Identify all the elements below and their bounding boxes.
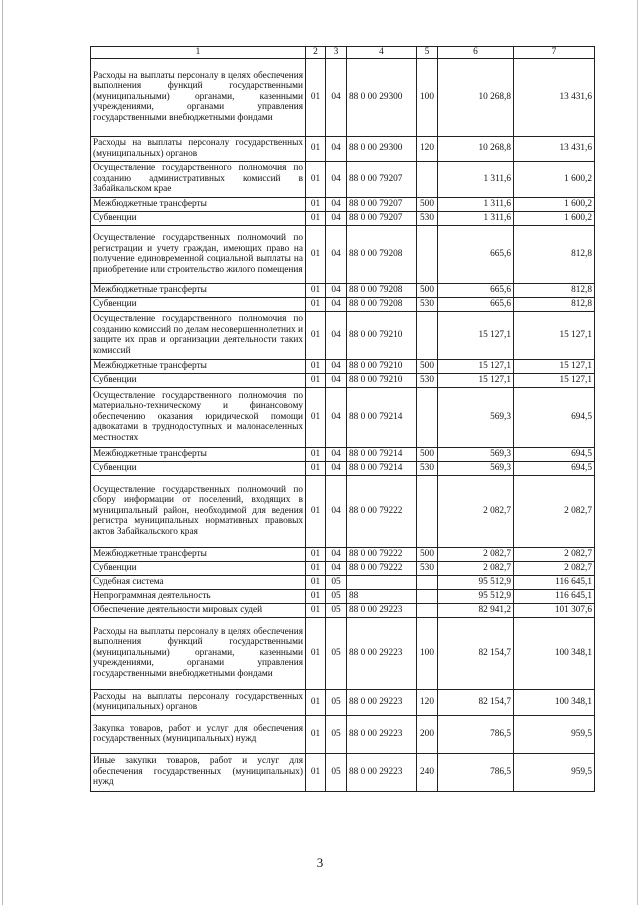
row-section-cell: 01 <box>306 547 326 561</box>
row-amount-year1-cell: 786,5 <box>438 715 514 753</box>
row-subsection-cell: 04 <box>326 283 347 297</box>
row-expense-type-cell: 530 <box>417 211 438 225</box>
table-row <box>91 475 595 547</box>
row-name-cell: Субвенции <box>91 297 306 311</box>
row-name-cell: Межбюджетные трансферты <box>91 197 306 211</box>
row-section-cell: 01 <box>306 283 326 297</box>
row-expense-type-cell <box>417 311 438 359</box>
row-name-cell: Судебная система <box>91 575 306 589</box>
table-row <box>91 617 595 689</box>
row-amount-year1-cell: 15 127,1 <box>438 359 514 373</box>
row-section-cell: 01 <box>306 589 326 603</box>
row-target-article-cell: 88 0 00 29223 <box>347 753 417 791</box>
row-subsection-cell: 04 <box>326 447 347 461</box>
row-expense-type-cell: 500 <box>417 359 438 373</box>
row-amount-year1-cell: 2 082,7 <box>438 547 514 561</box>
row-expense-type-cell <box>417 589 438 603</box>
row-amount-year2-cell: 959,5 <box>514 715 595 753</box>
budget-table-body <box>91 47 595 792</box>
table-row <box>91 373 595 387</box>
scan-edge-left <box>2 0 3 905</box>
row-amount-year2-cell: 101 307,6 <box>514 603 595 617</box>
row-target-article-cell: 88 0 00 79222 <box>347 547 417 561</box>
table-row <box>91 387 595 447</box>
header-cell-4: 4 <box>347 47 417 59</box>
row-target-article-cell: 88 0 00 79207 <box>347 211 417 225</box>
table-row <box>91 589 595 603</box>
row-amount-year2-cell: 2 082,7 <box>514 561 595 575</box>
row-section-cell: 01 <box>306 225 326 283</box>
table-row <box>91 161 595 197</box>
row-target-article-cell: 88 0 00 29223 <box>347 617 417 689</box>
row-expense-type-cell: 530 <box>417 561 438 575</box>
row-name-cell: Расходы на выплаты персоналу в целях обеспечения выполнения функций государственными (муниципальными) органами, казенными учреждениями, органами управления государственными внебюджетными фондами <box>91 58 306 136</box>
row-target-article-cell: 88 0 00 79214 <box>347 447 417 461</box>
row-name-cell: Осуществление государственных полномочий по регистрации и учету граждан, имеющих право на получение единовременной социальной выплаты на приобретение или строительство жилого помещения <box>91 225 306 283</box>
row-subsection-cell: 04 <box>326 561 347 575</box>
row-expense-type-cell: 530 <box>417 373 438 387</box>
row-amount-year1-cell: 82 154,7 <box>438 617 514 689</box>
row-name-cell: Субвенции <box>91 561 306 575</box>
row-subsection-cell: 04 <box>326 461 347 475</box>
row-expense-type-cell: 200 <box>417 715 438 753</box>
table-row <box>91 297 595 311</box>
row-name-cell: Расходы на выплаты персоналу в целях обеспечения выполнения функций государственными (муниципальными) органами, казенными учреждениями, органами управления государственными внебюджетными фондами <box>91 617 306 689</box>
row-expense-type-cell <box>417 161 438 197</box>
row-amount-year2-cell: 15 127,1 <box>514 311 595 359</box>
row-section-cell: 01 <box>306 753 326 791</box>
row-amount-year2-cell: 116 645,1 <box>514 589 595 603</box>
row-subsection-cell: 05 <box>326 589 347 603</box>
row-expense-type-cell <box>417 603 438 617</box>
row-amount-year2-cell: 694,5 <box>514 447 595 461</box>
row-expense-type-cell <box>417 475 438 547</box>
row-name-cell: Межбюджетные трансферты <box>91 547 306 561</box>
row-amount-year2-cell: 13 431,6 <box>514 136 595 161</box>
table-row <box>91 359 595 373</box>
row-name-cell: Межбюджетные трансферты <box>91 359 306 373</box>
row-amount-year1-cell: 665,6 <box>438 297 514 311</box>
row-subsection-cell: 05 <box>326 715 347 753</box>
row-amount-year1-cell: 569,3 <box>438 387 514 447</box>
row-section-cell: 01 <box>306 297 326 311</box>
row-target-article-cell: 88 0 00 79222 <box>347 475 417 547</box>
header-cell-7: 7 <box>514 47 595 59</box>
row-subsection-cell: 04 <box>326 311 347 359</box>
row-amount-year1-cell: 786,5 <box>438 753 514 791</box>
row-name-cell: Субвенции <box>91 373 306 387</box>
table-row <box>91 58 595 136</box>
row-section-cell: 01 <box>306 197 326 211</box>
row-expense-type-cell: 120 <box>417 689 438 715</box>
table-row <box>91 225 595 283</box>
row-amount-year2-cell: 100 348,1 <box>514 689 595 715</box>
row-amount-year2-cell: 1 600,2 <box>514 197 595 211</box>
row-amount-year1-cell: 10 268,8 <box>438 136 514 161</box>
row-target-article-cell <box>347 575 417 589</box>
row-name-cell: Межбюджетные трансферты <box>91 283 306 297</box>
row-amount-year1-cell: 665,6 <box>438 283 514 297</box>
row-amount-year2-cell: 812,8 <box>514 297 595 311</box>
row-subsection-cell: 04 <box>326 475 347 547</box>
row-amount-year1-cell: 95 512,9 <box>438 575 514 589</box>
row-section-cell: 01 <box>306 58 326 136</box>
row-amount-year1-cell: 82 154,7 <box>438 689 514 715</box>
row-name-cell: Иные закупки товаров, работ и услуг для обеспечения государственных (муниципальных) нужд <box>91 753 306 791</box>
row-amount-year2-cell: 15 127,1 <box>514 359 595 373</box>
row-section-cell: 01 <box>306 475 326 547</box>
row-expense-type-cell <box>417 387 438 447</box>
row-target-article-cell: 88 0 00 79208 <box>347 225 417 283</box>
row-section-cell: 01 <box>306 447 326 461</box>
row-name-cell: Расходы на выплаты персоналу государственных (муниципальных) органов <box>91 689 306 715</box>
row-subsection-cell: 05 <box>326 689 347 715</box>
row-name-cell: Обеспечение деятельности мировых судей <box>91 603 306 617</box>
row-section-cell: 01 <box>306 373 326 387</box>
table-row <box>91 211 595 225</box>
row-amount-year2-cell: 959,5 <box>514 753 595 791</box>
row-amount-year1-cell: 569,3 <box>438 461 514 475</box>
row-target-article-cell: 88 0 00 79210 <box>347 359 417 373</box>
header-cell-1: 1 <box>91 47 306 59</box>
row-name-cell: Осуществление государственного полномочия по материально-техническому и финансовому обеспечению оказания юридической помощи адвокатами в труднодоступных и малонаселенных местностях <box>91 387 306 447</box>
row-subsection-cell: 04 <box>326 197 347 211</box>
row-amount-year1-cell: 10 268,8 <box>438 58 514 136</box>
row-name-cell: Осуществление государственного полномочия по созданию административных комиссий в Забайкальском крае <box>91 161 306 197</box>
row-expense-type-cell: 100 <box>417 617 438 689</box>
row-amount-year2-cell: 694,5 <box>514 387 595 447</box>
table-row <box>91 461 595 475</box>
row-subsection-cell: 04 <box>326 297 347 311</box>
row-target-article-cell: 88 0 00 29223 <box>347 603 417 617</box>
row-expense-type-cell <box>417 575 438 589</box>
row-amount-year2-cell: 100 348,1 <box>514 617 595 689</box>
row-amount-year2-cell: 694,5 <box>514 461 595 475</box>
row-expense-type-cell: 500 <box>417 447 438 461</box>
row-name-cell: Субвенции <box>91 211 306 225</box>
row-subsection-cell: 05 <box>326 753 347 791</box>
row-target-article-cell: 88 0 00 79214 <box>347 461 417 475</box>
table-row <box>91 197 595 211</box>
row-section-cell: 01 <box>306 617 326 689</box>
page-number: 3 <box>316 855 324 870</box>
table-row <box>91 715 595 753</box>
row-target-article-cell: 88 0 00 79207 <box>347 161 417 197</box>
table-row <box>91 311 595 359</box>
row-section-cell: 01 <box>306 715 326 753</box>
row-expense-type-cell: 500 <box>417 547 438 561</box>
row-section-cell: 01 <box>306 311 326 359</box>
table-row <box>91 283 595 297</box>
row-expense-type-cell: 530 <box>417 297 438 311</box>
row-target-article-cell: 88 0 00 79210 <box>347 311 417 359</box>
row-subsection-cell: 04 <box>326 211 347 225</box>
table-row <box>91 561 595 575</box>
row-section-cell: 01 <box>306 136 326 161</box>
table-row <box>91 689 595 715</box>
row-target-article-cell: 88 0 00 79222 <box>347 561 417 575</box>
row-section-cell: 01 <box>306 211 326 225</box>
row-subsection-cell: 04 <box>326 58 347 136</box>
row-amount-year2-cell: 2 082,7 <box>514 475 595 547</box>
row-section-cell: 01 <box>306 575 326 589</box>
table-row <box>91 603 595 617</box>
row-subsection-cell: 04 <box>326 136 347 161</box>
row-target-article-cell: 88 <box>347 589 417 603</box>
row-name-cell: Межбюджетные трансферты <box>91 447 306 461</box>
row-amount-year1-cell: 1 311,6 <box>438 211 514 225</box>
row-expense-type-cell: 120 <box>417 136 438 161</box>
row-target-article-cell: 88 0 00 29223 <box>347 715 417 753</box>
row-subsection-cell: 05 <box>326 603 347 617</box>
row-amount-year2-cell: 13 431,6 <box>514 58 595 136</box>
row-section-cell: 01 <box>306 359 326 373</box>
table-row <box>91 136 595 161</box>
row-name-cell: Расходы на выплаты персоналу государственных (муниципальных) органов <box>91 136 306 161</box>
row-subsection-cell: 04 <box>326 547 347 561</box>
row-target-article-cell: 88 0 00 79214 <box>347 387 417 447</box>
row-expense-type-cell <box>417 225 438 283</box>
row-expense-type-cell: 240 <box>417 753 438 791</box>
row-target-article-cell: 88 0 00 29223 <box>347 689 417 715</box>
header-cell-6: 6 <box>438 47 514 59</box>
row-section-cell: 01 <box>306 689 326 715</box>
row-amount-year1-cell: 15 127,1 <box>438 311 514 359</box>
row-amount-year2-cell: 1 600,2 <box>514 161 595 197</box>
row-amount-year1-cell: 82 941,2 <box>438 603 514 617</box>
row-amount-year2-cell: 116 645,1 <box>514 575 595 589</box>
row-amount-year2-cell: 812,8 <box>514 225 595 283</box>
budget-table <box>90 46 595 792</box>
row-target-article-cell: 88 0 00 79207 <box>347 197 417 211</box>
table-row <box>91 447 595 461</box>
row-name-cell: Осуществление государственного полномочия по созданию комиссий по делам несовершеннолетних и защите их прав и организации деятельности таких комиссий <box>91 311 306 359</box>
row-amount-year1-cell: 2 082,7 <box>438 475 514 547</box>
table-row <box>91 547 595 561</box>
row-expense-type-cell: 500 <box>417 283 438 297</box>
row-amount-year2-cell: 1 600,2 <box>514 211 595 225</box>
scan-edge-right <box>637 0 638 905</box>
row-expense-type-cell: 530 <box>417 461 438 475</box>
header-cell-5: 5 <box>417 47 438 59</box>
row-subsection-cell: 04 <box>326 225 347 283</box>
row-amount-year1-cell: 2 082,7 <box>438 561 514 575</box>
row-target-article-cell: 88 0 00 79208 <box>347 283 417 297</box>
row-target-article-cell: 88 0 00 79208 <box>347 297 417 311</box>
row-expense-type-cell: 100 <box>417 58 438 136</box>
row-subsection-cell: 04 <box>326 373 347 387</box>
header-row <box>91 47 595 59</box>
header-cell-2: 2 <box>306 47 326 59</box>
row-amount-year1-cell: 1 311,6 <box>438 161 514 197</box>
header-cell-3: 3 <box>326 47 347 59</box>
row-name-cell: Закупка товаров, работ и услуг для обеспечения государственных (муниципальных) нужд <box>91 715 306 753</box>
row-target-article-cell: 88 0 00 79210 <box>347 373 417 387</box>
row-name-cell: Субвенции <box>91 461 306 475</box>
row-name-cell: Осуществление государственных полномочий по сбору информации от поселений, входящих в муниципальный район, необходимой для ведения регистра муниципальных нормативных правовых актов Забайкальского края <box>91 475 306 547</box>
row-subsection-cell: 04 <box>326 387 347 447</box>
row-amount-year2-cell: 15 127,1 <box>514 373 595 387</box>
row-amount-year2-cell: 812,8 <box>514 283 595 297</box>
row-subsection-cell: 05 <box>326 617 347 689</box>
table-row <box>91 575 595 589</box>
row-section-cell: 01 <box>306 387 326 447</box>
row-section-cell: 01 <box>306 161 326 197</box>
row-name-cell: Непрограммная деятельность <box>91 589 306 603</box>
row-amount-year1-cell: 15 127,1 <box>438 373 514 387</box>
row-amount-year1-cell: 665,6 <box>438 225 514 283</box>
row-target-article-cell: 88 0 00 29300 <box>347 136 417 161</box>
row-subsection-cell: 04 <box>326 161 347 197</box>
row-target-article-cell: 88 0 00 29300 <box>347 58 417 136</box>
table-row <box>91 753 595 791</box>
row-amount-year2-cell: 2 082,7 <box>514 547 595 561</box>
row-amount-year1-cell: 95 512,9 <box>438 589 514 603</box>
row-section-cell: 01 <box>306 603 326 617</box>
row-section-cell: 01 <box>306 461 326 475</box>
row-amount-year1-cell: 569,3 <box>438 447 514 461</box>
row-subsection-cell: 05 <box>326 575 347 589</box>
row-amount-year1-cell: 1 311,6 <box>438 197 514 211</box>
row-section-cell: 01 <box>306 561 326 575</box>
row-subsection-cell: 04 <box>326 359 347 373</box>
row-expense-type-cell: 500 <box>417 197 438 211</box>
